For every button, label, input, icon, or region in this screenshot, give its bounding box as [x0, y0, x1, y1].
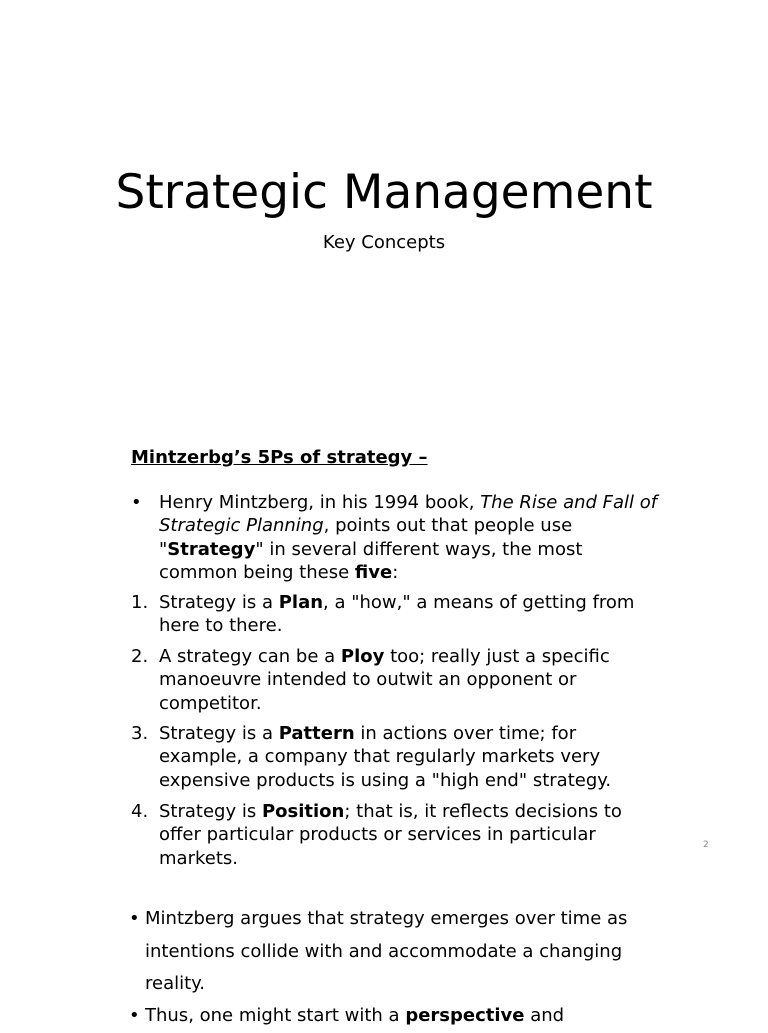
five-keyword: five	[354, 561, 393, 583]
intro-text-part: , points out that people use "	[159, 515, 573, 560]
list-item-text-part: , a "how," a means of getting from here to there.	[159, 592, 635, 637]
summary-text	[145, 1000, 669, 1033]
intro-text-part: :	[392, 561, 399, 583]
list-number: 2.	[131, 646, 149, 667]
summary-text: Mintzberg argues that strategy emerges over time as intentions collide with and accommodate a changing reality.	[145, 908, 628, 994]
book-title: The Rise and Fall of Strategic Planning	[159, 492, 658, 537]
list-item-keyword: Pattern	[278, 723, 355, 744]
list-item	[131, 591, 661, 638]
list-item-keyword: Ploy	[340, 646, 385, 667]
intro-text-part: " in several different ways, the most common being these	[159, 538, 583, 583]
list-item-text	[159, 800, 661, 870]
list-item-text	[159, 645, 661, 715]
slide-title: Strategic Management	[115, 165, 653, 220]
content-slide	[0, 420, 768, 1024]
summary-bullet	[129, 1000, 669, 1033]
list-item-text-part: ; that is, it reflects decisions to offer particular products or services in particular markets.	[159, 801, 622, 869]
list-item-text	[159, 591, 661, 638]
intro-text-part: Henry Mintzberg, in his 1994 book,	[159, 492, 481, 513]
list-item-text-part: Strategy is	[159, 801, 262, 822]
list-item	[131, 800, 661, 870]
title-slide	[0, 0, 768, 420]
slide-subtitle: Key Concepts	[322, 232, 446, 253]
list-item-text-part: too; really just a specific manoeuvre intended to outwit an opponent or competitor.	[159, 646, 610, 714]
list-number: 4.	[131, 801, 149, 822]
page-number: 2	[703, 840, 709, 850]
list-number: 3.	[131, 723, 149, 744]
intro-text	[159, 491, 661, 584]
section-heading: Mintzerbg’s 5Ps of strategy –	[131, 447, 428, 468]
list-item-text-part: in actions over time; for example, a company that regularly markets very expensive products is using a "high end" strategy.	[159, 723, 612, 791]
perspective-keyword: perspective	[405, 1005, 525, 1026]
list-item-keyword: Position	[261, 801, 345, 822]
list-item-text-part: Strategy is a	[159, 592, 279, 613]
list-item-text-part: A strategy can be a	[159, 646, 341, 667]
summary-text-part: Thus, one might start with a	[145, 1005, 406, 1026]
list-item-keyword: Plan	[278, 592, 324, 613]
list-item	[131, 722, 661, 792]
list-item	[131, 645, 661, 715]
bullet-marker: •	[129, 1005, 140, 1026]
intro-bullet	[131, 491, 661, 584]
list-item-text	[159, 722, 661, 792]
list-number: 1.	[131, 592, 149, 613]
bullet-marker: •	[131, 492, 142, 513]
list-item-text-part: Strategy is a	[159, 723, 279, 744]
summary-text-part: and	[524, 1005, 565, 1026]
bullet-marker: •	[129, 908, 140, 929]
summary-bullet	[129, 903, 669, 1001]
strategy-keyword: Strategy	[167, 538, 256, 560]
